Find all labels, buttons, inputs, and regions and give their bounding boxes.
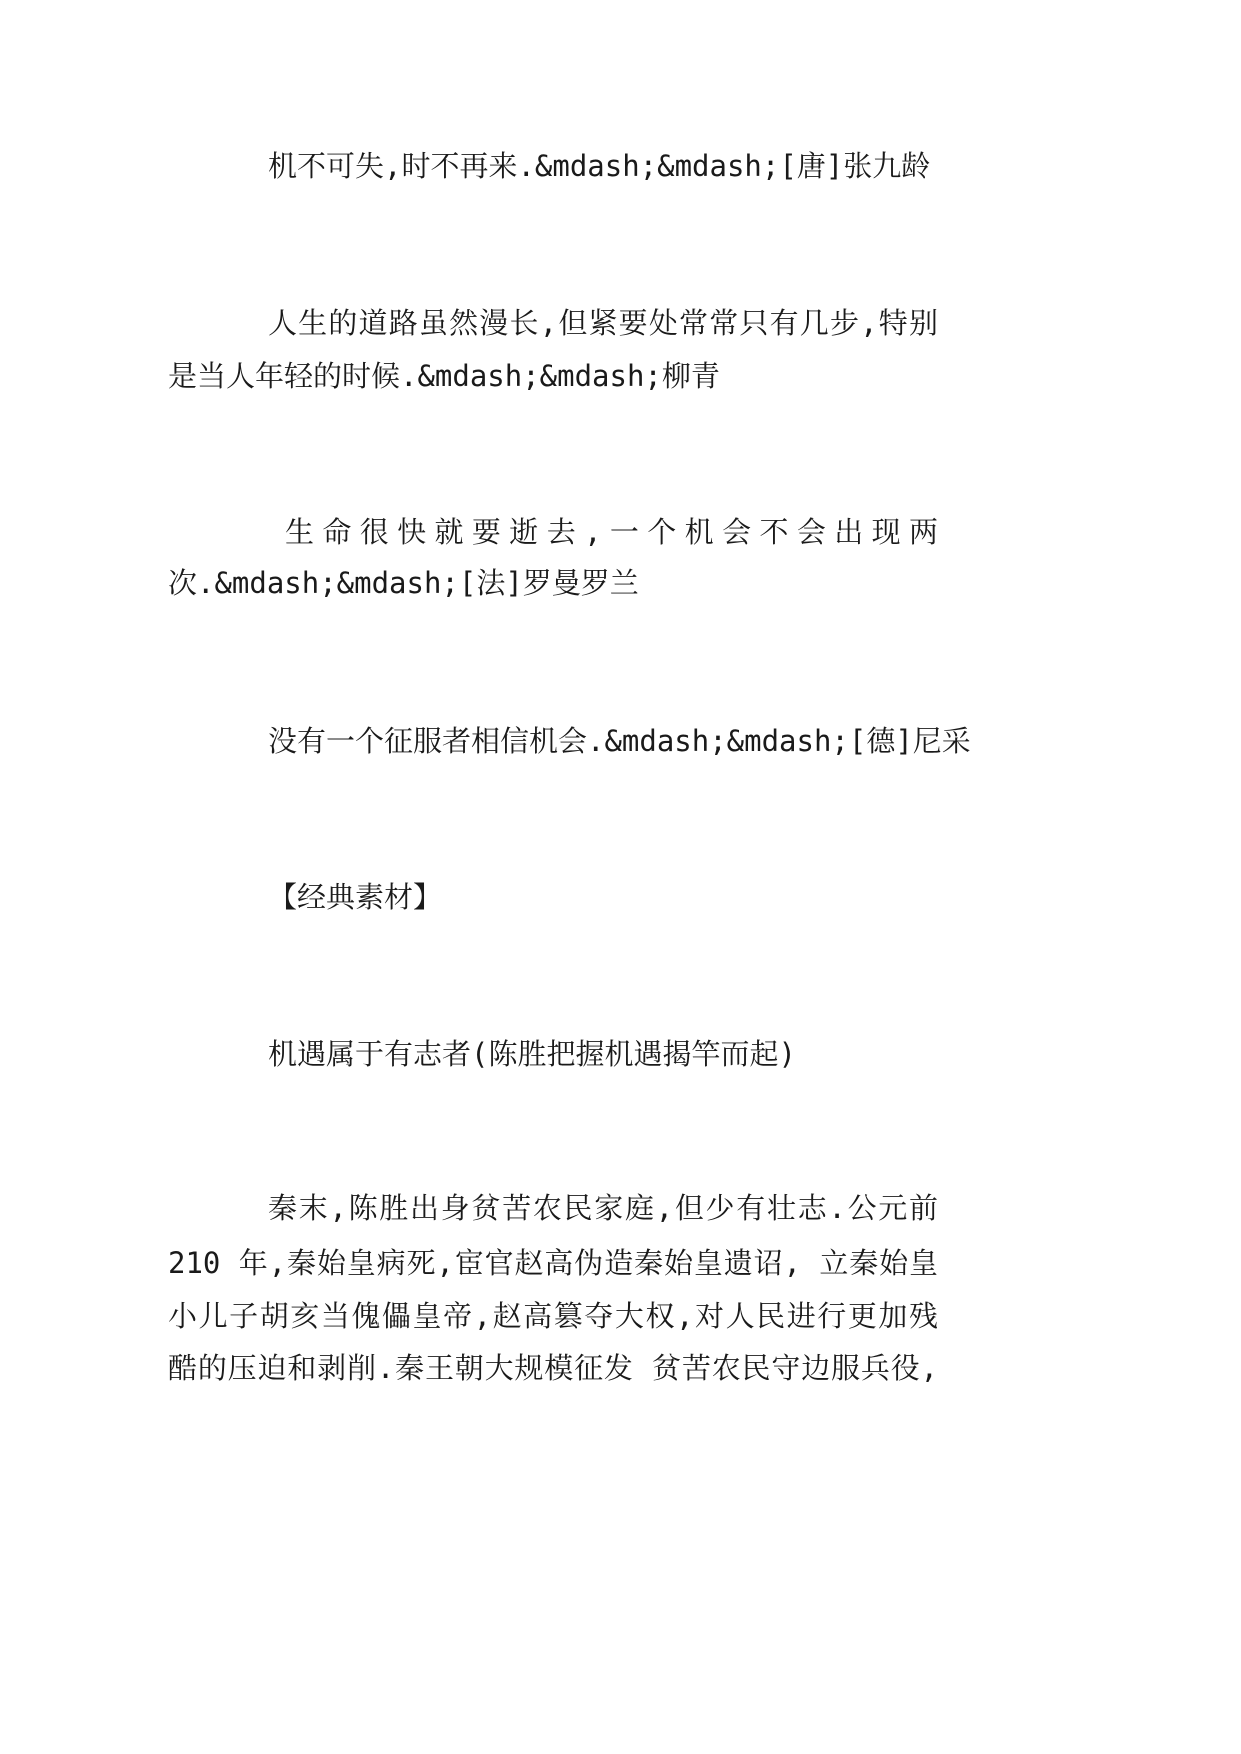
- section-heading: 【经典素材】: [268, 880, 443, 914]
- quote-4-line-1: 没有一个征服者相信机会.&mdash;&mdash;[德]尼采: [268, 724, 971, 758]
- story-title: 机遇属于有志者(陈胜把握机遇揭竿而起): [268, 1037, 796, 1071]
- story-line-3: 小儿子胡亥当傀儡皇帝,赵高篡夺大权,对人民进行更加残: [168, 1299, 938, 1333]
- quote-2-line-1: 人生的道路虽然漫长,但紧要处常常只有几步,特别: [268, 306, 938, 340]
- quote-2-line-2: 是当人年轻的时候.&mdash;&mdash;柳青: [168, 359, 720, 393]
- story-line-4: 酷的压迫和剥削.秦王朝大规模征发 贫苦农民守边服兵役,: [168, 1351, 938, 1385]
- story-line-2: 210 年,秦始皇病死,宦官赵高伪造秦始皇遗诏, 立秦始皇: [168, 1246, 938, 1280]
- story-line-1: 秦末,陈胜出身贫苦农民家庭,但少有壮志.公元前: [268, 1191, 938, 1225]
- quote-1-line-1: 机不可失,时不再来.&mdash;&mdash;[唐]张九龄: [268, 149, 931, 183]
- quote-3-line-2: 次.&mdash;&mdash;[法]罗曼罗兰: [168, 566, 639, 600]
- quote-3-line-1: 生命很快就要逝去,一个机会不会出现两: [285, 515, 938, 549]
